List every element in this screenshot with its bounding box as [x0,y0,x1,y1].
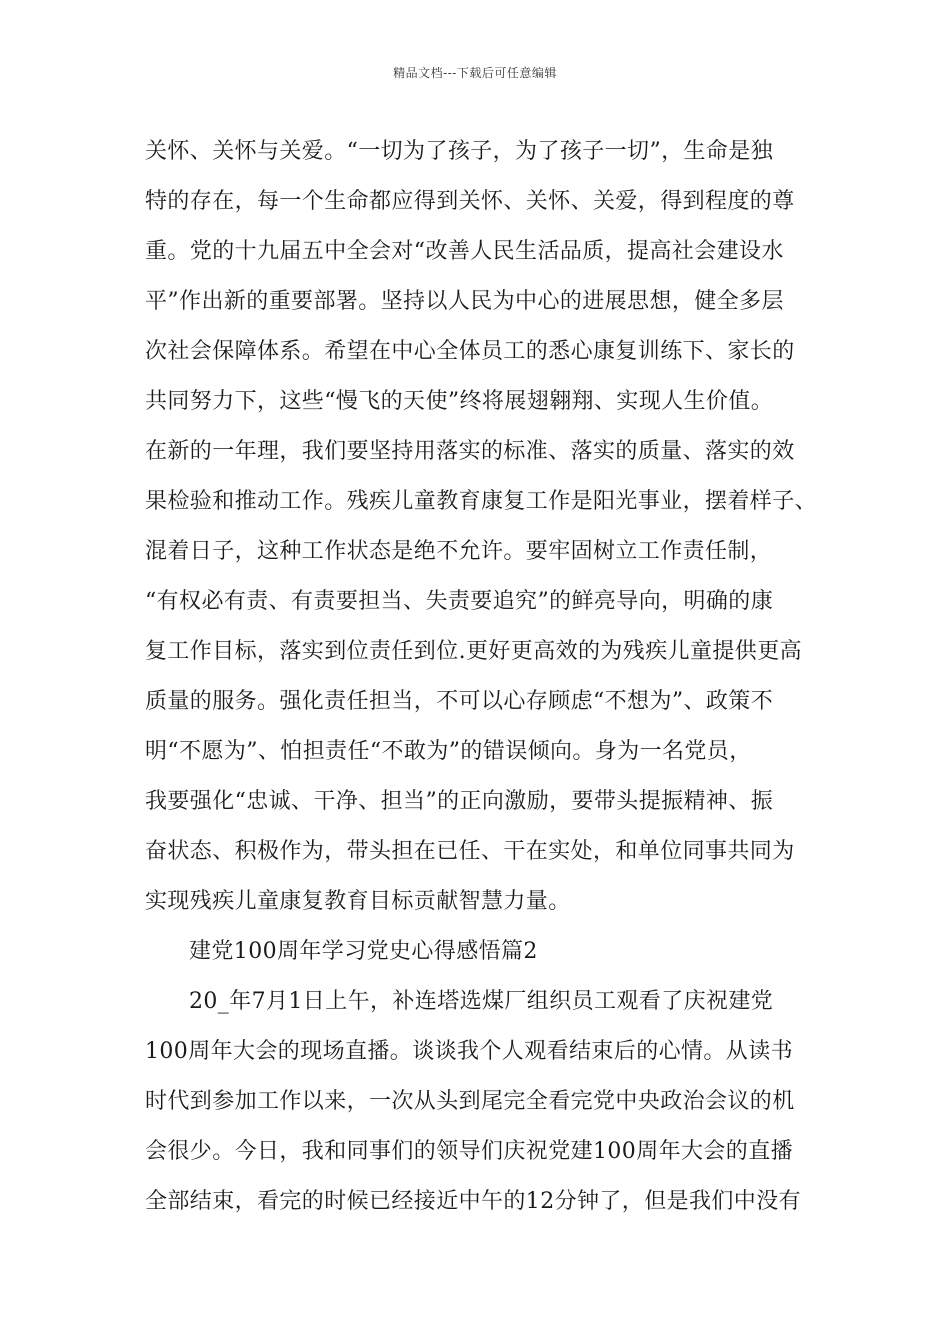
section-title: 建党100周年学习党史心得感悟篇2 [189,939,538,964]
paragraph-line: 奋状态、积极作为，带头担在已任、干在实处，和单位同事共同为 [145,839,795,864]
paragraph-line: 质量的服务。强化责任担当，不可以心存顾虑“不想为”、政策不 [145,689,774,714]
paragraph-line: 重。党的十九届五中全会对“改善人民生活品质，提高社会建设水 [145,239,784,264]
paragraph-line: 平”作出新的重要部署。坚持以人民为中心的进展思想，健全多层 [145,289,784,314]
paragraph-line: 实现残疾儿童康复教育目标贡献智慧力量。 [145,889,571,914]
paragraph-line: 共同努力下，这些“慢飞的天使”终将展翅翱翔、实现人生价值。 [145,389,774,414]
paragraph-line: 复工作目标，落实到位责任到位.更好更高效的为残疾儿童提供更高 [145,639,802,664]
paragraph-line: 特的存在，每一个生命都应得到关怀、关怀、关爱，得到程度的尊 [145,189,795,214]
paragraph-line: 20_年7月1日上午，补连塔选煤厂组织员工观看了庆祝建党 [189,989,774,1014]
paragraph-line: 次社会保障体系。希望在中心全体员工的悉心康复训练下、家长的 [145,339,795,364]
paragraph-line: 明“不愿为”、怕担责任“不敢为”的错误倾向。身为一名党员， [145,739,752,764]
page-header: 精品文档---下载后可任意编辑 [393,66,557,80]
paragraph-line: 会很少。今日，我和同事们的领导们庆祝党建100周年大会的直播 [145,1139,793,1164]
paragraph-line: 100周年大会的现场直播。谈谈我个人观看结束后的心情。从读书 [145,1039,793,1064]
document-body [145,127,825,1227]
paragraph-line: 时代到参加工作以来，一次从头到尾完全看完党中央政治会议的机 [145,1089,795,1114]
paragraph-line: 在新的一年理，我们要坚持用落实的标准、落实的质量、落实的效 [145,439,795,464]
paragraph-line: 我要强化“忠诚、干净、担当”的正向激励，要带头提振精神、振 [145,789,774,814]
paragraph-line: 全部结束，看完的时候已经接近中午的12分钟了，但是我们中没有 [145,1189,801,1214]
paragraph-line: “有权必有责、有责要担当、失责要追究”的鲜亮导向，明确的康 [145,589,774,614]
paragraph-line: 混着日子，这种工作状态是绝不允许。要牢固树立工作责任制， [145,539,773,564]
paragraph-line: 关怀、关怀与关爱。“一切为了孩子，为了孩子一切”，生命是独 [145,139,774,164]
paragraph-line: 果检验和推动工作。残疾儿童教育康复工作是阳光事业，摆着样子、 [145,489,818,514]
